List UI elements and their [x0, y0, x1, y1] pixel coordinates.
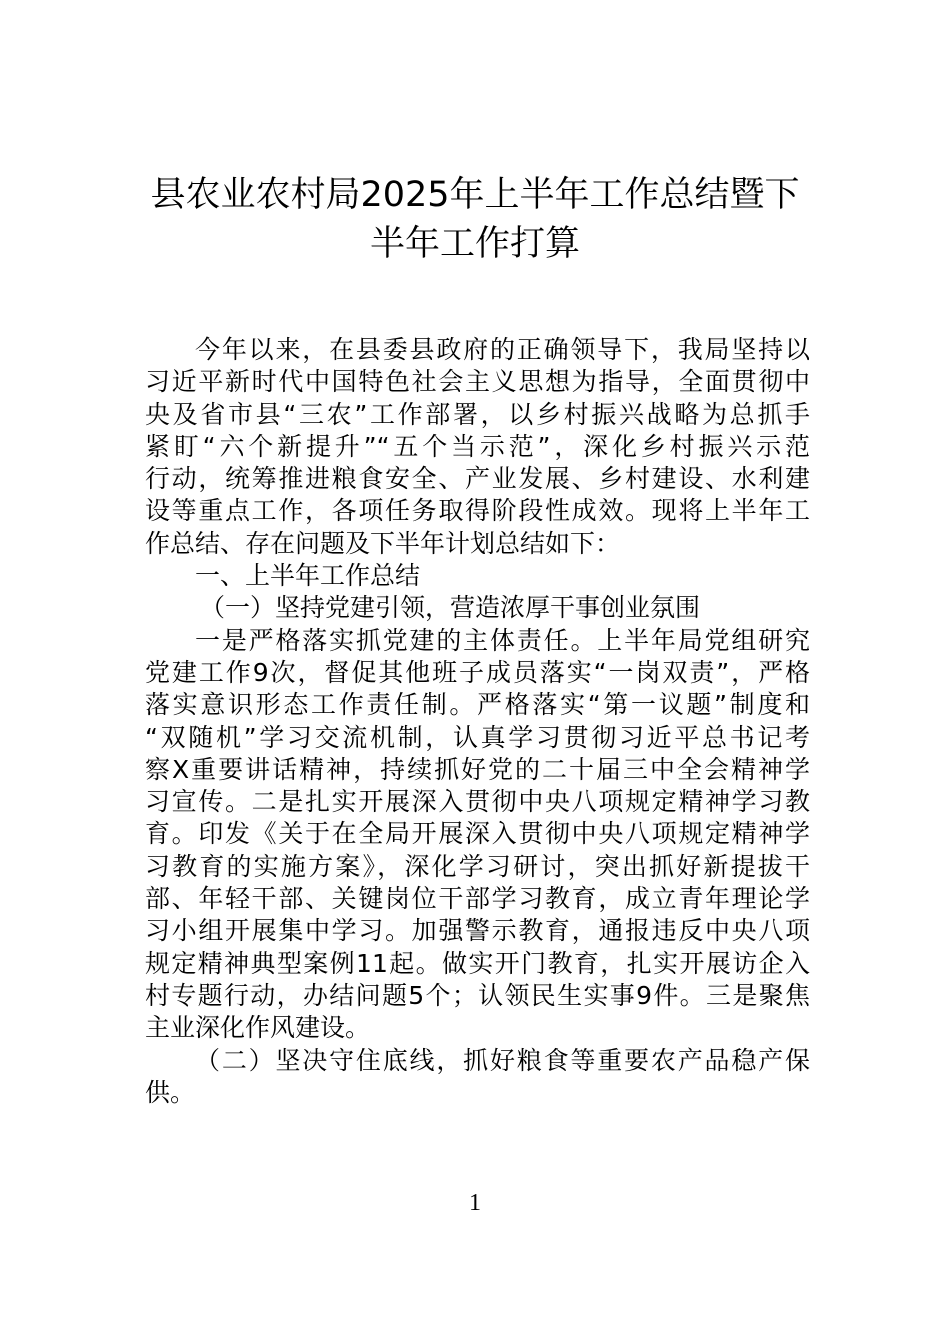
paragraph-intro-line: 今年以来，在县委县政府的正确领导下，我局坚持以: [195, 335, 810, 364]
subsection-heading-2-continued: 供。: [145, 1077, 196, 1107]
paragraph-intro-line: 紧盯“六个新提升”“五个当示范”，深化乡村振兴示范: [145, 431, 810, 461]
paragraph-intro-line: 行动，统筹推进粮食安全、产业发展、乡村建设、水利建: [145, 464, 810, 494]
paragraph-party-building-line: “双随机”学习交流机制，认真学习贯彻习近平总书记考: [145, 722, 810, 752]
paragraph-party-building-line: 习教育的实施方案》，深化学习研讨，突出抓好新提拔干: [145, 851, 810, 881]
paragraph-intro-line: 作总结、存在问题及下半年计划总结如下：: [145, 528, 621, 558]
page-number: 1: [469, 1190, 481, 1216]
paragraph-party-building-line: 习小组开展集中学习。加强警示教育，通报违反中央八项: [145, 916, 810, 946]
section-heading-1: 一、上半年工作总结: [195, 561, 421, 591]
paragraph-party-building-line: 村专题行动，办结问题5个；认领民生实事9件。三是聚焦: [145, 980, 810, 1010]
subsection-heading-1: （一）坚持党建引领，营造浓厚干事创业氛围: [200, 593, 701, 623]
paragraph-party-building-line: 主业深化作风建设。: [145, 1013, 371, 1043]
paragraph-party-building-line: 习宣传。二是扎实开展深入贯彻中央八项规定精神学习教: [145, 787, 810, 817]
paragraph-party-building-line: 察X重要讲话精神，持续抓好党的二十届三中全会精神学: [145, 754, 810, 784]
subsection-heading-2: （二）坚决守住底线，抓好粮食等重要农产品稳产保: [195, 1045, 810, 1075]
paragraph-party-building-line: 党建工作9次，督促其他班子成员落实“一岗双责”，严格: [145, 657, 810, 687]
document-title-line-2: 半年工作打算: [369, 224, 580, 264]
paragraph-intro-line: 设等重点工作，各项任务取得阶段性成效。现将上半年工: [145, 496, 810, 526]
paragraph-intro-line: 央及省市县“三农”工作部署，以乡村振兴战略为总抓手: [145, 399, 810, 429]
paragraph-party-building-line: 一是严格落实抓党建的主体责任。上半年局党组研究: [195, 625, 810, 655]
paragraph-party-building-line: 育。印发《关于在全局开展深入贯彻中央八项规定精神学: [145, 819, 810, 849]
document-body: [145, 334, 810, 1109]
paragraph-party-building-line: 部、年轻干部、关键岗位干部学习教育，成立青年理论学: [145, 884, 810, 914]
paragraph-party-building-line: 规定精神典型案例11起。做实开门教育，扎实开展访企入: [145, 948, 810, 978]
paragraph-party-building-line: 落实意识形态工作责任制。严格落实“第一议题”制度和: [145, 690, 810, 720]
paragraph-intro-line: 习近平新时代中国特色社会主义思想为指导，全面贯彻中: [145, 367, 810, 397]
document-title-line-1: 县农业农村局2025年上半年工作总结暨下: [150, 175, 800, 215]
